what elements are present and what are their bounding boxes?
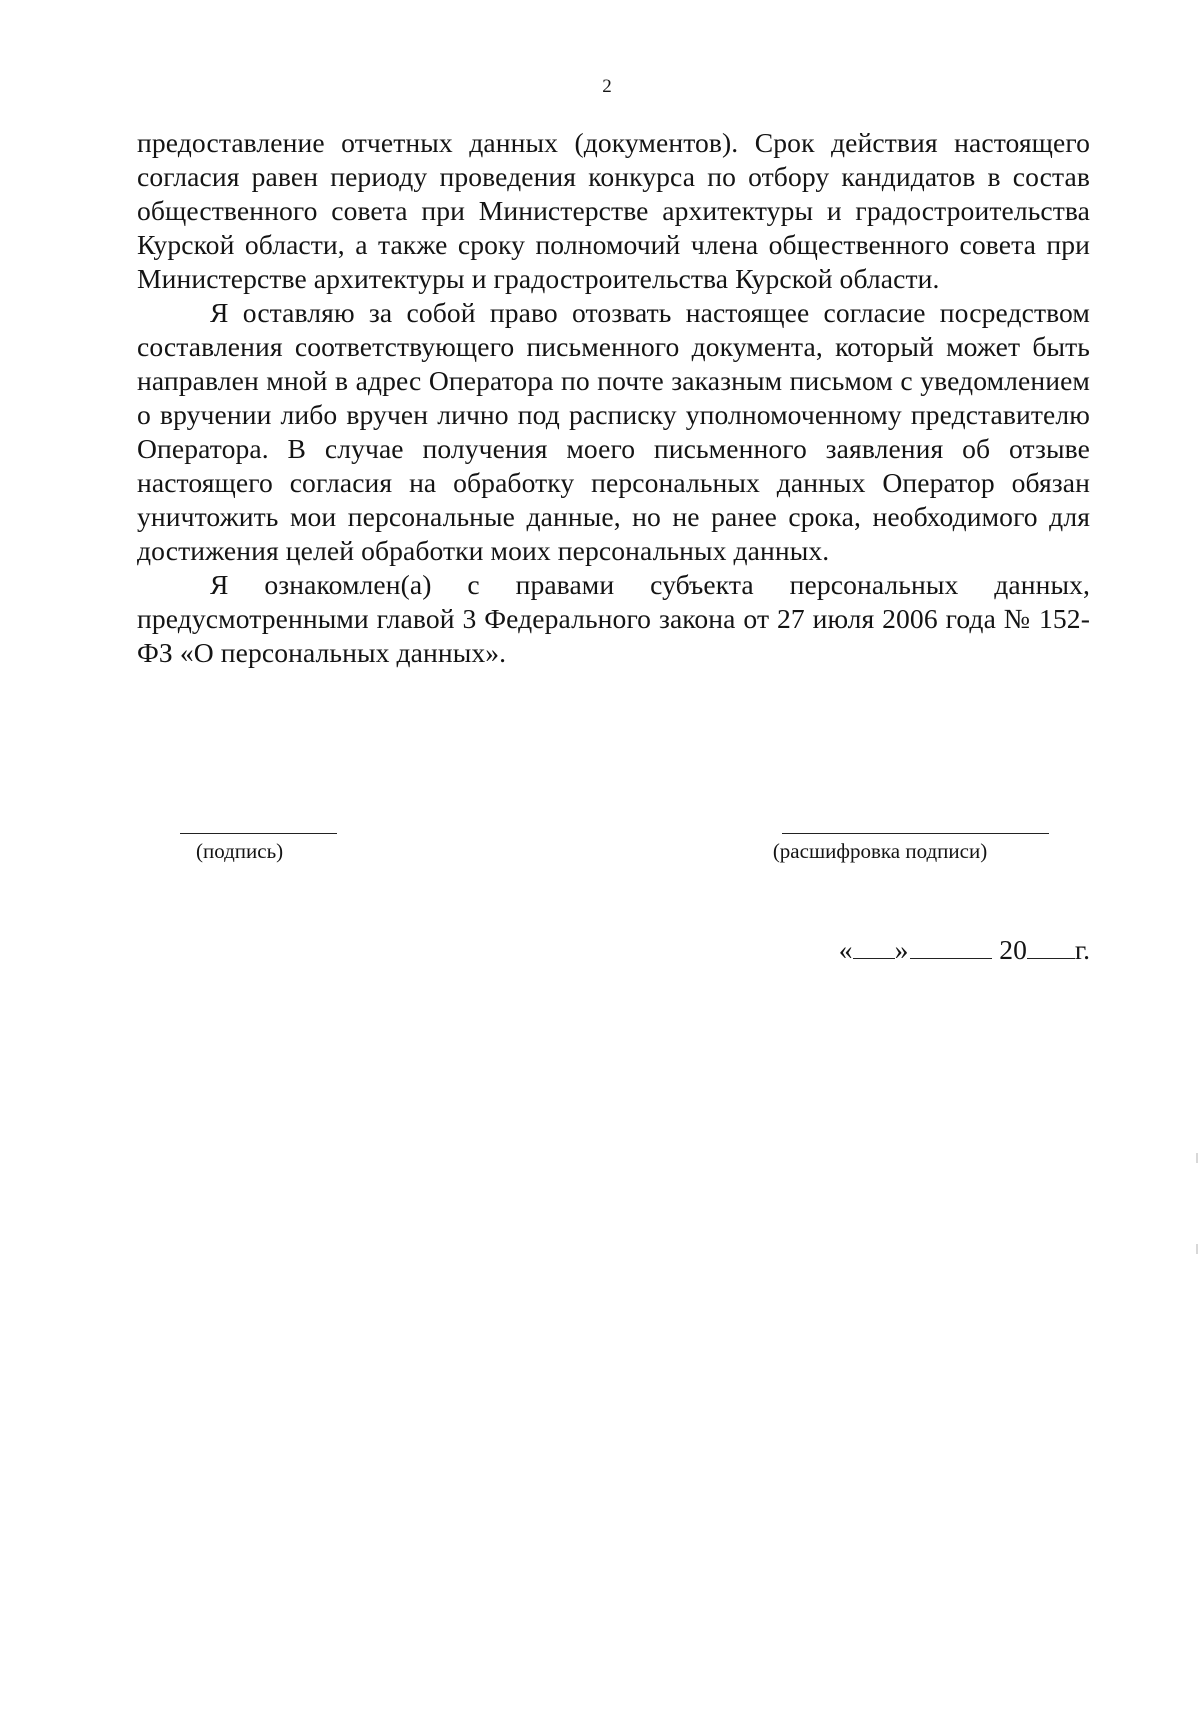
signature-transcript-line [782, 833, 1049, 834]
date-day-blank [853, 934, 895, 959]
paragraph-revocation-right: Я оставляю за собой право отозвать настоящее согласие посредством составления соответствующего письменного документа, который может быть направлен мной в адрес Оператора по почте заказным письмом с уведомлением о вручении либо вручен лично под расписку уполномоченному представителю Оператора. В случае получения моего письменного заявления об отзыве настоящего согласия на обработку персональных данных Оператор обязан уничтожить мои персональные данные, но не ранее срока, необходимого для достижения целей обработки моих персональных данных. [137, 297, 1090, 566]
date-close-quote: » [894, 934, 909, 965]
signature-transcript-label: (расшифровка подписи) [772, 839, 988, 863]
date-open-quote: « [838, 934, 853, 965]
date-year-blank [1027, 934, 1075, 959]
scan-artifact [1196, 1153, 1198, 1163]
signature-line [180, 833, 337, 834]
paragraph-consent-period: предоставление отчетных данных (документов). Срок действия настоящего согласия равен периоду проведения конкурса по отбору кандидатов в состав общественного совета при Министерстве архитектуры и градостроительства Курской области, а также сроку полномочий члена общественного совета при Министерстве архитектуры и градостроительства Курской области. [137, 127, 1090, 294]
date-month-blank [910, 934, 992, 959]
page-number: 2 [602, 76, 612, 97]
date-year-suffix: г. [1074, 934, 1090, 965]
scan-artifact [1196, 1244, 1198, 1254]
document-body [137, 126, 1090, 670]
paragraph-acknowledgement: Я ознакомлен(а) с правами субъекта персональных данных, предусмотренными главой 3 Федерального закона от 27 июля 2006 года № 152-ФЗ «О персональных данных». [137, 569, 1090, 668]
date-year-prefix: 20 [999, 934, 1027, 965]
date-field [839, 933, 1090, 967]
signature-label: (подпись) [196, 839, 284, 863]
